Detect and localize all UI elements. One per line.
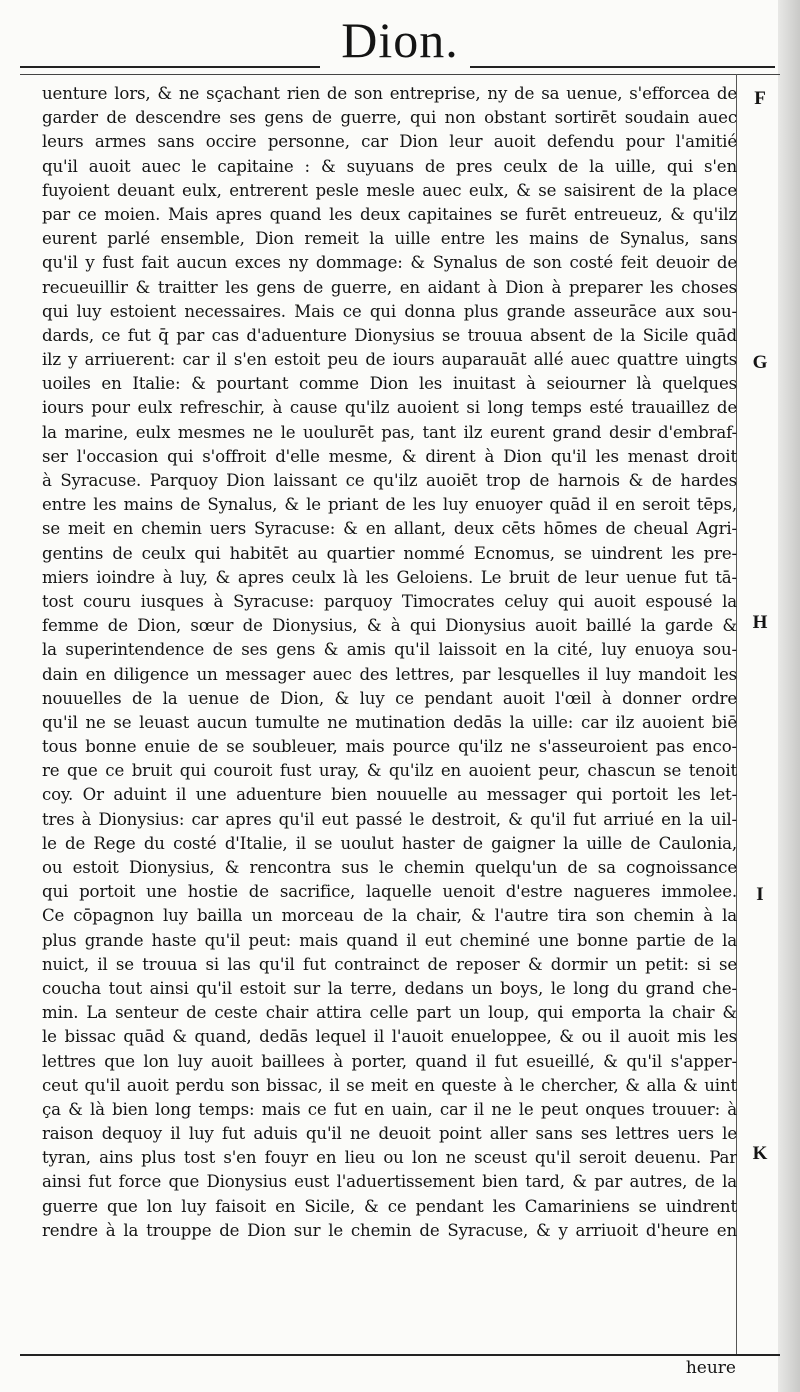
header-rule-left bbox=[20, 66, 320, 68]
text-line: fuyoient deuant eulx, entrerent pesle mesle auec eulx, & se saisirent de la place bbox=[42, 180, 737, 200]
text-line: tyran, ains plus tost s'en fouyr en lieu ou lon ne sceust qu'il seroit deuenu. Par bbox=[42, 1148, 737, 1168]
footer-rule bbox=[20, 1354, 780, 1356]
text-line: qui portoit une hostie de sacrifice, laquelle uenoit d'estre nagueres immolee. bbox=[42, 882, 737, 902]
text-line: ainsi fut force que Dionysius eust l'aduertissement bien tard, & par autres, de la bbox=[42, 1172, 737, 1192]
text-line: rendre à la trouppe de Dion sur le chemin de Syracuse, & y arriuoit d'heure en bbox=[42, 1220, 737, 1240]
text-line: gentins de ceulx qui habitēt au quartier nommé Ecnomus, se uindrent les pre- bbox=[42, 543, 737, 563]
text-line: tost couru iusques à Syracuse: parquoy Timocrates celuy qui auoit espousé la bbox=[42, 591, 737, 611]
running-header bbox=[0, 0, 800, 76]
text-line: nouuelles de la uenue de Dion, & luy ce pendant auoit l'œil à donner ordre bbox=[42, 688, 737, 708]
page-title: Dion. bbox=[341, 12, 459, 68]
text-line: garder de descendre ses gens de guerre, qui non obstant sortirēt soudain auec bbox=[42, 108, 737, 128]
text-line: uenture lors, & ne sçachant rien de son entreprise, ny de sa uenue, s'efforcea de bbox=[42, 84, 737, 103]
text-line: se meit en chemin uers Syracuse: & en allant, deux cēts hōmes de cheual Agri- bbox=[42, 519, 737, 539]
margin-letter-k: K bbox=[752, 1143, 768, 1164]
text-line: ceut qu'il auoit perdu son bissac, il se meit en queste à le chercher, & alla & uint bbox=[42, 1075, 737, 1095]
text-line: leurs armes sans occire personne, car Dion leur auoit defendu pour l'amitié bbox=[42, 132, 737, 152]
text-line: la marine, eulx mesmes ne le uoulurēt pas, tant ilz eurent grand desir d'embraf- bbox=[42, 422, 737, 442]
text-line: re que ce bruit qui couroit fust uray, & qu'ilz en auoient peur, chascun se tenoit bbox=[42, 761, 737, 781]
text-line: iours pour eulx refreschir, à cause qu'ilz auoient si long temps esté trauaillez de bbox=[42, 398, 737, 418]
text-line: le bissac quād & quand, dedās lequel il l'auoit enueloppee, & ou il auoit mis les bbox=[42, 1027, 737, 1047]
text-line: qu'il y fust fait aucun exces ny dommage: & Synalus de son costé feit deuoir de bbox=[42, 253, 737, 273]
text-line: dards, ce fut q̄ par cas d'aduenture Dionysius se trouua absent de la Sicile quād bbox=[42, 325, 737, 345]
margin-letter-h: H bbox=[752, 612, 768, 633]
text-line: min. La senteur de ceste chair attira celle part un loup, qui emporta la chair & bbox=[42, 1003, 737, 1023]
text-line: ilz y arriuerent: car il s'en estoit peu de iours auparauāt allé auec quattre uingts bbox=[42, 350, 737, 370]
text-line: lettres que lon luy auoit baillees à porter, quand il fut esueillé, & qu'il s'apper- bbox=[42, 1051, 737, 1071]
text-line: qu'il ne se leuast aucun tumulte ne mutination dedās la uille: car ilz auoient biē bbox=[42, 712, 737, 732]
text-line: nuict, il se trouua si las qu'il fut contrainct de reposer & dormir un petit: si se bbox=[42, 954, 737, 974]
text-line: le de Rege du costé d'Italie, il se uoulut haster de gaigner la uille de Caulonia, bbox=[42, 833, 737, 853]
text-line: ça & là bien long temps: mais ce fut en uain, car il ne le peut onques trouuer: à bbox=[42, 1099, 737, 1119]
text-line: miers ioindre à luy, & apres ceulx là les Geloiens. Le bruit de leur uenue fut tā- bbox=[42, 567, 737, 587]
text-line: guerre que lon luy faisoit en Sicile, & ce pendant les Camariniens se uindrent bbox=[42, 1196, 737, 1216]
text-line: Ce cōpagnon luy bailla un morceau de la chair, & l'autre tira son chemin à la bbox=[42, 906, 737, 926]
text-line: qui luy estoient necessaires. Mais ce qui donna plus grande asseurāce aux sou- bbox=[42, 301, 737, 321]
catchword: heure bbox=[685, 1358, 736, 1378]
header-underline bbox=[20, 74, 780, 75]
text-line: raison dequoy il luy fut aduis qu'il ne deuoit point aller sans ses lettres uers le bbox=[42, 1124, 737, 1144]
margin-letter-i: I bbox=[756, 884, 764, 905]
text-line: par ce moien. Mais apres quand les deux capitaines se furēt entreueuz, & qu'ilz bbox=[42, 204, 737, 224]
margin-letter-g: G bbox=[752, 352, 768, 373]
text-line: à Syracuse. Parquoy Dion laissant ce qu'ilz auoiēt trop de harnois & de hardes bbox=[42, 471, 737, 490]
margin-letter-f: F bbox=[754, 88, 766, 109]
header-rule-right bbox=[470, 66, 775, 68]
text-line: eurent parlé ensemble, Dion remeit la uille entre les mains de Synalus, sans bbox=[42, 229, 737, 249]
text-line: tres à Dionysius: car apres qu'il eut passé le destroit, & qu'il fut arriué en la uil- bbox=[42, 809, 737, 829]
text-line: dain en diligence un messager auec des lettres, par lesquelles il luy mandoit les bbox=[42, 664, 737, 684]
text-line: ser l'occasion qui s'offroit d'elle mesme, & dirent à Dion qu'il les menast droit bbox=[42, 446, 737, 466]
text-line: qu'il auoit auec le capitaine : & suyuans de pres ceulx de la uille, qui s'en bbox=[42, 156, 737, 176]
text-line: coucha tout ainsi qu'il estoit sur la terre, dedans un boys, le long du grand che- bbox=[42, 978, 737, 998]
text-line: coy. Or aduint il une aduenture bien nouuelle au messager qui portoit les let- bbox=[42, 785, 737, 805]
text-line: tous bonne enuie de se soubleuer, mais pource qu'ilz ne s'asseuroient pas enco- bbox=[42, 737, 737, 757]
body-text bbox=[42, 82, 737, 1350]
text-line: la superintendence de ses gens & amis qu'il laissoit en la cité, luy enuoya sou- bbox=[42, 640, 737, 660]
text-line: uoiles en Italie: & pourtant comme Dion les inuitast à seiourner là quelques bbox=[42, 374, 737, 394]
text-line: femme de Dion, sœur de Dionysius, & à qui Dionysius auoit baillé la garde & bbox=[42, 616, 737, 636]
text-line: plus grande haste qu'il peut: mais quand il eut cheminé une bonne partie de la bbox=[42, 930, 737, 950]
text-line: entre les mains de Synalus, & le priant de les luy enuoyer quād il en seroit tēps, bbox=[42, 495, 737, 515]
page-edge bbox=[778, 0, 800, 1392]
text-line: ou estoit Dionysius, & rencontra sus le chemin quelqu'un de sa cognoissance bbox=[42, 858, 737, 877]
text-line: recueuillir & traitter les gens de guerre, en aidant à Dion à preparer les choses bbox=[42, 277, 737, 297]
